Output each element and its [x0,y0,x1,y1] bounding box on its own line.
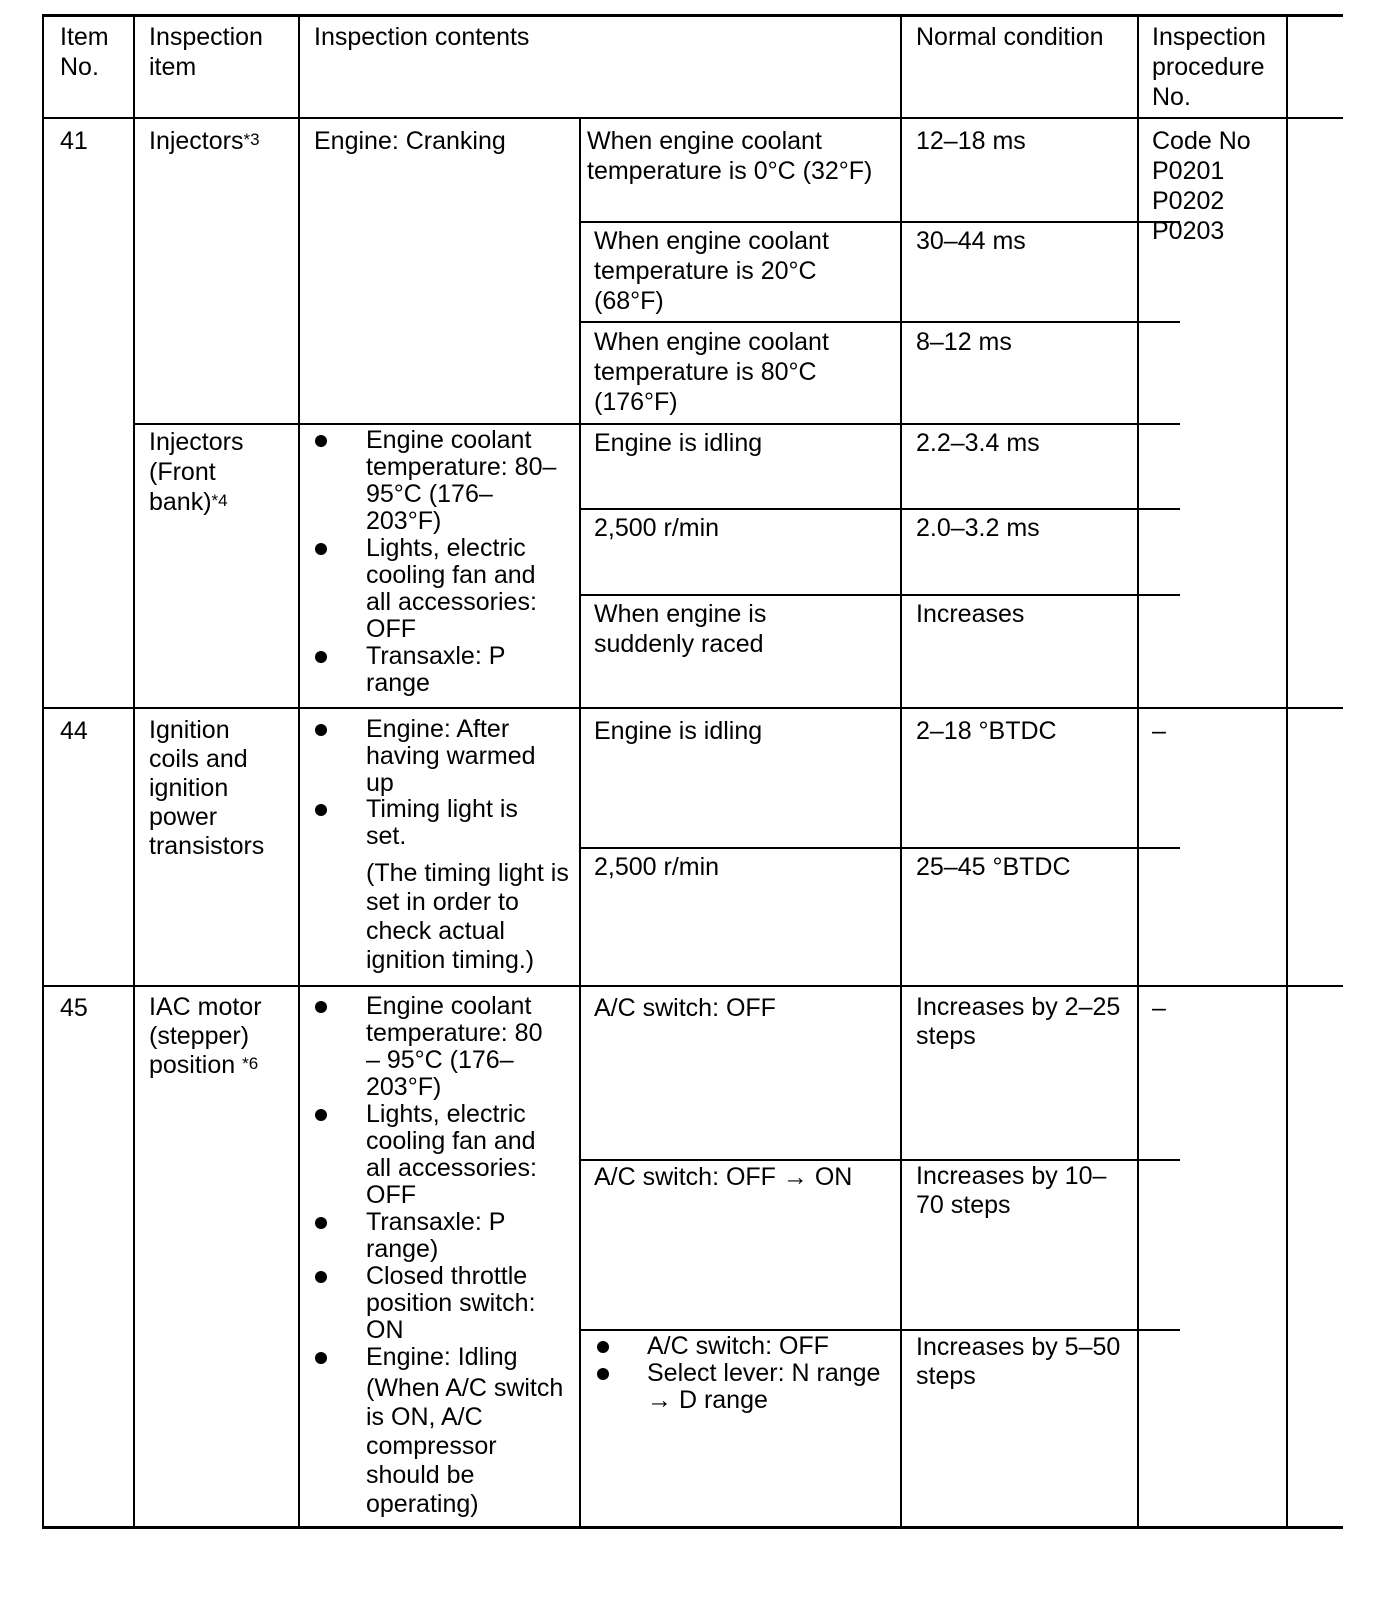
row-divider [580,1159,1180,1161]
normal-value: 2.2–3.4 ms [916,429,1040,457]
procedure-codes [1152,126,1282,246]
inspection-item-iac [149,993,289,1080]
table-bottom-border [42,1526,1343,1529]
condition-text: Transaxle: P range [366,642,505,697]
procedure-code: P0201 [1152,157,1225,185]
bullet-icon [315,651,327,663]
column-divider [1286,14,1288,1529]
row-divider [580,847,1180,849]
contents-cell: When engine coolant temperature is 0°C (32°F) [587,127,873,185]
bullet-icon [315,1001,327,1013]
table-left-border [42,14,44,1529]
condition-text: Timing light is set. [366,795,518,850]
contents-cell: A/C switch: OFF [594,994,776,1022]
table-top-border [42,14,1343,17]
item-number: 41 [60,127,88,155]
column-divider [900,14,902,1529]
contents-cell: Engine is idling [594,717,763,745]
bullet-icon [315,804,327,816]
contents-cell: 2,500 r/min [594,514,720,542]
footnote-ref: *4 [211,491,228,510]
item-number: 44 [60,717,88,745]
row-divider [580,594,1180,596]
normal-value: 2–18 °BTDC [916,717,1057,745]
condition-text: Transaxle: P range) [366,1208,505,1263]
bullet-icon [315,1109,327,1121]
bullet-icon [315,1271,327,1283]
inspection-item-injectors [149,126,294,156]
row-divider [580,1329,1180,1331]
condition-text: Engine: Idling [366,1343,518,1371]
bullet-icon [315,435,327,447]
contents-cell: When engine coolant temperature is 20°C (68°F) [594,227,829,315]
header-inspection-contents: Inspection contents [314,23,530,51]
inspection-item-label: Injectors [149,127,244,155]
normal-value: Increases [916,600,1025,628]
inspection-item-label: Injectors (Front bank) [149,428,244,516]
row-divider [134,423,1180,425]
column-divider [298,14,300,1529]
contents-cell: Engine is idling [594,429,763,457]
condition-cranking: Engine: Cranking [314,127,506,155]
condition-text: Engine coolant temperature: 80–95°C (176–203°F) [366,426,557,535]
normal-value: Increases by 10–70 steps [916,1162,1107,1219]
contents-cell: A/C switch: OFF → ON [594,1163,853,1191]
condition-text: A/C switch: OFF [647,1332,829,1360]
normal-value: 30–44 ms [916,227,1026,255]
condition-text: Engine coolant temperature: 80 – 95°C (176–203°F) [366,992,543,1101]
procedure-code: – [1152,717,1166,745]
header-inspection-procedure: Inspection procedure No. [1152,23,1266,111]
normal-value: 2.0–3.2 ms [916,514,1040,542]
normal-value: Increases by 2–25 steps [916,993,1121,1050]
inspection-item-front-bank [149,427,269,517]
bullet-icon [315,1352,327,1364]
header-item-no: Item No. [60,23,109,81]
column-divider [1137,14,1139,1529]
column-divider [579,119,581,1529]
condition-note: (The timing light is set in order to check actual ignition timing.) [366,859,569,974]
item-divider [42,985,1343,987]
header-normal-condition: Normal condition [916,23,1104,51]
footnote-ref: *3 [243,130,260,149]
inspection-table [42,14,1343,1588]
row-divider [580,321,1180,323]
normal-value: 8–12 ms [916,328,1012,356]
condition-text: Lights, electric cooling fan and all accessories: OFF [366,1100,537,1209]
condition-note: (When A/C switch is ON, A/C compressor should be operating) [366,1374,564,1518]
header-bottom-border [42,117,1343,119]
inspection-item-ignition: Ignition coils and ignition power transistors [149,716,265,860]
bullet-icon [597,1368,609,1380]
bullet-icon [597,1341,609,1353]
row-divider [580,508,1180,510]
normal-value: 25–45 °BTDC [916,853,1071,881]
procedure-code: P0203 [1152,217,1225,245]
column-divider [133,14,135,1529]
normal-value: 12–18 ms [916,127,1026,155]
header-inspection-item: Inspection item [149,23,263,81]
row-divider [580,221,1180,223]
bullet-icon [315,1217,327,1229]
inspection-item-label: IAC motor (stepper) position [149,993,262,1079]
contents-cell: 2,500 r/min [594,853,720,881]
contents-cell: When engine coolant temperature is 80°C (176°F) [594,328,829,416]
procedure-code: Code No [1152,127,1251,155]
bullet-icon [315,543,327,555]
footnote-ref: *6 [242,1054,259,1073]
procedure-code: P0202 [1152,187,1225,215]
condition-text: Lights, electric cooling fan and all accessories: OFF [366,534,537,643]
condition-text: Closed throttle position switch: ON [366,1262,536,1344]
item-divider [42,707,1343,709]
procedure-code: – [1152,994,1166,1022]
normal-value: Increases by 5–50 steps [916,1333,1121,1390]
item-number: 45 [60,994,88,1022]
condition-text: Engine: After having warmed up [366,715,536,797]
condition-text: Select lever: N range → D range [647,1359,881,1414]
bullet-icon [315,724,327,736]
contents-cell: When engine is suddenly raced [594,600,767,658]
